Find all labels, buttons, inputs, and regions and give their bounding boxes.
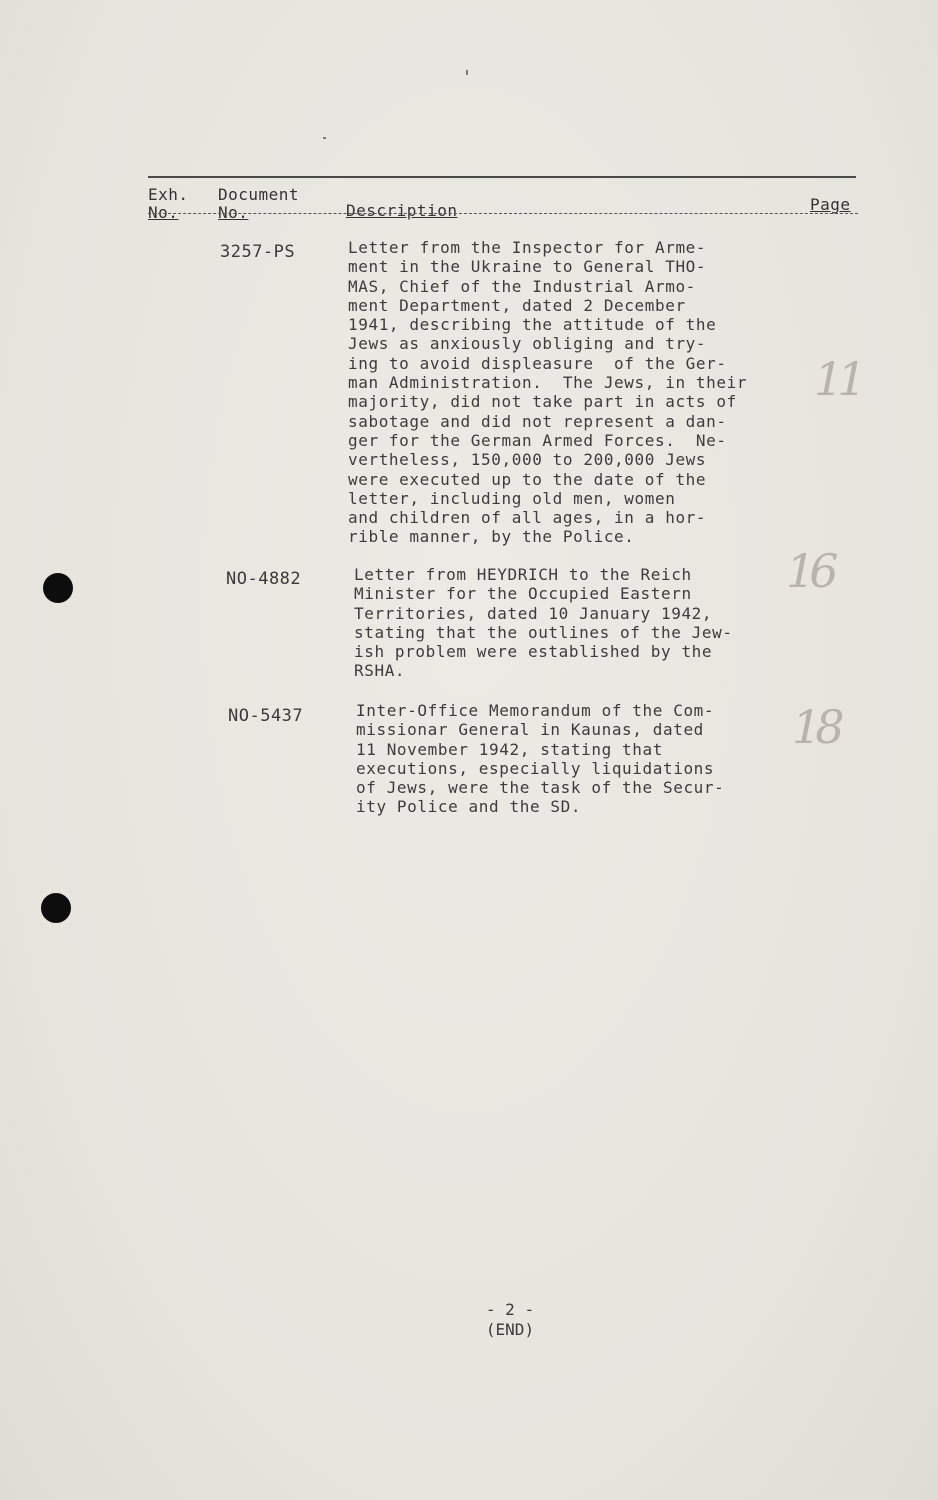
entry-page-number: 18 bbox=[792, 700, 839, 754]
paper-speck bbox=[466, 70, 468, 75]
entry-document-number: NO-5437 bbox=[228, 706, 304, 726]
header-page: Page bbox=[810, 195, 851, 214]
header-exhibit-number: Exh. No. bbox=[148, 185, 189, 222]
entry-description: Letter from HEYDRICH to the Reich Minister for the Occupied Eastern Territories, dated 10 January 1942, stating that the outlines of the Jew- ish problem were established by the RSHA. bbox=[354, 565, 733, 681]
entry-document-number: NO-4882 bbox=[226, 569, 302, 589]
entry-page-number: 16 bbox=[786, 544, 833, 598]
header-document-number: Document No. bbox=[218, 185, 300, 222]
page-number: - 2 - bbox=[485, 1300, 535, 1319]
table-top-rule bbox=[148, 176, 856, 178]
end-marker: (END) bbox=[485, 1320, 535, 1339]
entry-document-number: 3257-PS bbox=[220, 242, 296, 262]
header-underline-rule bbox=[148, 213, 858, 214]
entry-page-number: 11 bbox=[814, 352, 861, 406]
page-footer bbox=[440, 1300, 580, 1340]
binder-punch-hole bbox=[43, 573, 73, 603]
binder-punch-hole bbox=[41, 893, 71, 923]
paper-speck bbox=[323, 137, 326, 139]
entry-description: Inter-Office Memorandum of the Com- missionar General in Kaunas, dated 11 November 1942, stating that executions, especially liquidations of Jews, were the task of the Secur- ity Police and the SD. bbox=[356, 701, 725, 817]
header-description: Description bbox=[346, 201, 458, 220]
entry-description: Letter from the Inspector for Arme- ment in the Ukraine to General THO- MAS, Chief of the Industrial Armo- ment Department, dated 2 December 1941, describing the attitude of the Jews as anxiously obliging and try- ing to avoid displeasure of the Ger- man Administration. The Jews, in their majority, did not take part in acts of sabotage and did not represent a dan- ger for the German Armed Forces. Ne- vertheless, 150,000 to 200,000 Jews were executed up to the date of the letter, including old men, women and children of all ages, in a hor- rible manner, by the Police. bbox=[348, 238, 748, 547]
